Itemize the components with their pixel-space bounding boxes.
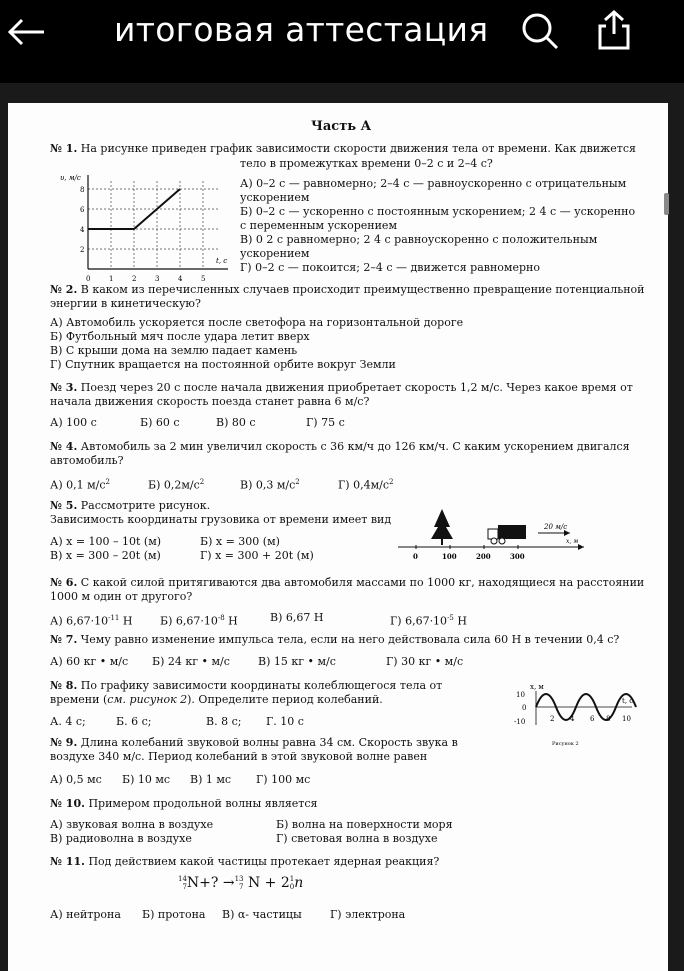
q3-text: № 3. Поезд через 20 с после начала движения приобретает скорость 1,2 м/с. Через какое время от	[50, 381, 633, 394]
q1-ytick: 2	[80, 246, 85, 254]
q10-answer-a: А) звуковая волна в воздухе	[50, 818, 214, 831]
q5-answer-a: А) x = 100 – 10t (м)	[50, 535, 162, 548]
q10-answer-d: Г) световая волна в воздухе	[276, 832, 438, 845]
q6-text: № 6. С какой силой притягиваются два автомобиля массами по 1000 кг, находящиеся на расстоянии	[50, 576, 645, 589]
q4-answer-b: Б) $0,2м/с^2$	[148, 478, 205, 492]
q5-speed-label: 20 м/с	[544, 523, 568, 531]
q8-answer-a: А. 4 с;	[50, 715, 86, 728]
q1-answer-b2: с переменным ускорением	[240, 219, 397, 232]
q1-ytick: 6	[80, 206, 85, 214]
q9-text2: воздухе 340 м/с. Период колебаний в этой звуковой волне равен	[50, 750, 428, 763]
q10-answer-b: Б) волна на поверхности моря	[276, 818, 453, 831]
q1-xtick: 2	[132, 275, 137, 283]
q1-answer-a2: ускорением	[240, 191, 310, 204]
q1-answer-c: В) 0 2 с равномерно; 2 4 с равноускоренно с положительным	[240, 233, 598, 246]
q8-oscillation-graph	[508, 683, 638, 753]
q9-answer-a: А) 0,5 мс	[50, 773, 102, 786]
q1-answer-b: Б) 0–2 с — ускоренно с постоянным ускорением; 2 4 с — ускоренно	[240, 205, 636, 218]
q6-answer-c: В) 6,67 Н	[270, 611, 324, 624]
q7-answer-a: А) 60 кг • м/с	[50, 655, 129, 668]
q4-answer-a: А) 0,1 $м/с^2$	[50, 478, 111, 492]
q5-text: № 5. Рассмотрите рисунок.	[50, 499, 211, 512]
q8-xtick: 4	[570, 715, 575, 723]
q5-answer-d: Г) x = 300 + 20t (м)	[200, 549, 314, 562]
q8-answer-b: Б. 6 с;	[116, 715, 152, 728]
q5-tick: 300	[510, 552, 525, 561]
q4-text: № 4. Автомобиль за 2 мин увеличил скорость с 36 км/ч до 126 км/ч. С каким ускорением двигался	[50, 440, 630, 453]
q7-answer-b: Б) 24 кг • м/с	[152, 655, 230, 668]
q9-answer-c: В) 1 мс	[190, 773, 232, 786]
q3-answer-c: В) 80 с	[216, 416, 256, 429]
q2-answer-d: Г) Спутник вращается на постоянной орбите вокруг Земли	[50, 358, 396, 371]
q1-answer-d: Г) 0–2 с — покоится; 2–4 с — движется равномерно	[240, 261, 540, 274]
q1-answer-a: А) 0–2 с — равномерно; 2–4 с — равноускоренно с отрицательным	[240, 177, 627, 190]
q6-text2: 1000 м один от другого?	[50, 590, 193, 603]
q8-ytick: 0	[522, 704, 527, 712]
app-bar	[0, 0, 684, 83]
q8-xlabel: t, c	[622, 697, 634, 705]
q2-answer-a: А) Автомобиль ускоряется после светофора на горизонтальной дороге	[50, 316, 464, 329]
q11-answer-b: Б) протона	[142, 908, 206, 921]
q5-truck-figure	[398, 505, 588, 567]
q9-text: № 9. Длина колебаний звуковой волны равна 34 см. Скорость звука в	[50, 736, 458, 749]
share-icon[interactable]	[594, 8, 634, 50]
q11-formula: 14 7N+? →13 7 N + 21 0n	[178, 875, 304, 891]
q1-text: № 1. На рисунке приведен график зависимости скорости движения тела от времени. Как движется	[50, 142, 636, 155]
q3-answer-b: Б) 60 с	[140, 416, 180, 429]
q1-xtick: 3	[155, 275, 160, 283]
q5-answer-c: В) x = 300 – 20t (м)	[50, 549, 161, 562]
q7-answer-d: Г) 30 кг • м/с	[386, 655, 464, 668]
q1-ylabel: υ, м/с	[60, 174, 81, 182]
q8-ylabel: x, м	[530, 683, 544, 691]
q3-answer-a: А) 100 с	[50, 416, 97, 429]
q8-xtick: 6	[590, 715, 595, 723]
q1-xlabel: t, с	[216, 257, 228, 265]
q2-text: № 2. В каком из перечисленных случаев происходит преимущественно превращение потенциальной	[50, 283, 645, 296]
q10-answer-c: В) радиоволна в воздухе	[50, 832, 192, 845]
q1-xtick: 0	[86, 275, 91, 283]
q2-answer-b: Б) Футбольный мяч после удара летит вверх	[50, 330, 310, 343]
q9-answer-b: Б) 10 мс	[122, 773, 171, 786]
q8-answer-c: В. 8 с;	[206, 715, 242, 728]
q1-xtick: 4	[178, 275, 183, 283]
q6-answer-d: Г) $6,67\cdot 10^{-5}$ Н	[390, 614, 467, 628]
page-title: итоговая аттестация	[114, 10, 489, 49]
q8-caption: Рисунок 2	[552, 741, 579, 747]
truck-icon	[498, 525, 526, 539]
q1-text2: тело в промежутках времени 0–2 с и 2–4 с?	[240, 157, 493, 170]
q1-ytick: 8	[80, 186, 85, 194]
q3-answer-d: Г) 75 с	[306, 416, 345, 429]
scrollbar[interactable]	[664, 193, 669, 215]
q1-answer-c2: ускорением	[240, 247, 310, 260]
q7-answer-c: В) 15 кг • м/с	[258, 655, 336, 668]
q6-answer-b: Б) $6,67\cdot 10^{-8}$ Н	[160, 614, 238, 628]
q5-tick: 100	[442, 552, 457, 561]
q8-ytick: -10	[514, 718, 526, 726]
q1-velocity-graph	[58, 169, 238, 287]
q7-text: № 7. Чему равно изменение импульса тела, если на него действовала сила 60 Н в течении 0,4 с?	[50, 633, 620, 646]
q8-xtick: 10	[622, 715, 631, 723]
part-heading: Часть А	[311, 119, 372, 134]
search-icon[interactable]	[520, 11, 560, 51]
q1-ytick: 4	[80, 226, 85, 234]
back-arrow-icon[interactable]	[6, 14, 46, 50]
q10-text: № 10. Примером продольной волны является	[50, 797, 318, 810]
q11-answer-d: Г) электрона	[330, 908, 406, 921]
q8-xtick: 2	[550, 715, 555, 723]
q2-answer-c: В) С крыши дома на землю падает камень	[50, 344, 298, 357]
q2-text2: энергии в кинетическую?	[50, 297, 201, 310]
q9-answer-d: Г) 100 мс	[256, 773, 311, 786]
q8-ytick: 10	[516, 691, 525, 699]
q4-answer-c: В) 0,3 $м/с^2$	[240, 478, 300, 492]
q6-answer-a: А) $6,67\cdot 10^{-11}$ Н	[50, 614, 133, 628]
q8-xtick: 8	[606, 715, 611, 723]
q4-text2: автомобиль?	[50, 454, 124, 467]
q5-text2: Зависимость координаты грузовика от времени имеет вид	[50, 513, 392, 526]
q5-tick: 200	[476, 552, 491, 561]
q8-text: № 8. По графику зависимости координаты колеблющегося тела от	[50, 679, 443, 692]
q4-answer-d: Г) $0,4м/с^2$	[338, 478, 394, 492]
q8-answer-d: Г. 10 с	[266, 715, 304, 728]
q3-text2: начала движения скорость поезда станет равна 6 м/с?	[50, 395, 370, 408]
q8-text2: времени (см. рисунок 2). Определите период колебаний.	[50, 693, 383, 706]
q11-answer-c: В) α- частицы	[222, 908, 302, 921]
q1-xtick: 1	[109, 275, 114, 283]
document-page	[8, 103, 668, 971]
q5-tick: 0	[413, 552, 418, 561]
document-viewer[interactable]	[0, 83, 684, 971]
q5-axis-label: x, м	[566, 538, 579, 545]
tree-icon	[431, 509, 453, 539]
q5-answer-b: Б) x = 300 (м)	[200, 535, 280, 548]
q1-xtick: 5	[201, 275, 206, 283]
q11-text: № 11. Под действием какой частицы протекает ядерная реакция?	[50, 855, 440, 868]
q11-answer-a: А) нейтрона	[50, 908, 121, 921]
